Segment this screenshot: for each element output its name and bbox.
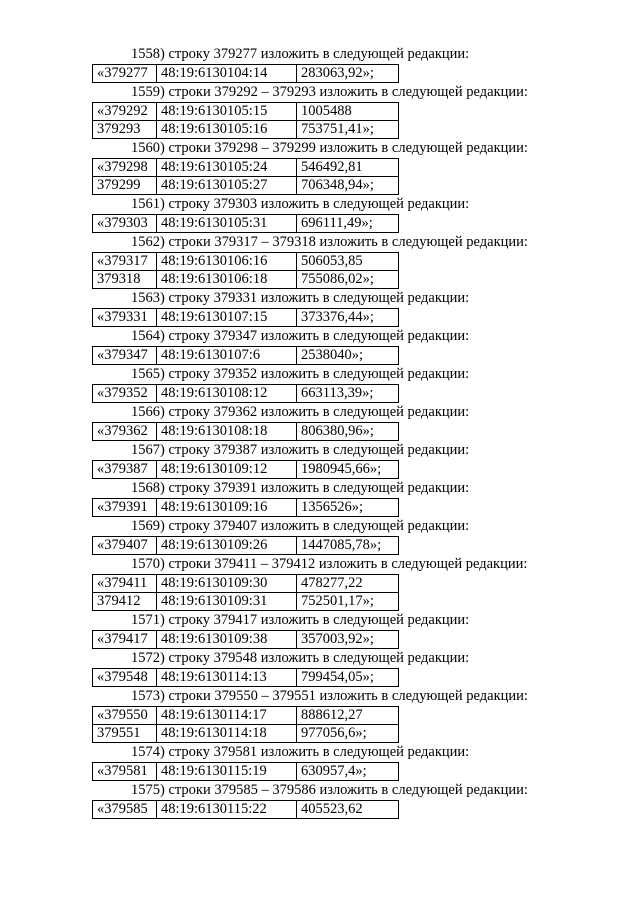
amendment-table (92, 384, 399, 403)
row-number-cell: «379391 (93, 499, 157, 517)
table-row (93, 347, 399, 365)
cadastral-number-cell: 48:19:6130109:31 (157, 593, 297, 611)
amendment-table (92, 422, 399, 441)
cadastral-number-cell: 48:19:6130104:14 (157, 65, 297, 83)
table-row (93, 121, 399, 139)
amendment-table (92, 460, 399, 479)
cadastral-number-cell: 48:19:6130108:18 (157, 423, 297, 441)
value-cell: 1356526»; (297, 499, 399, 517)
amendment-heading: 1566) строку 379362 изложить в следующей редакции: (131, 404, 470, 420)
amendment-heading: 1564) строку 379347 изложить в следующей редакции: (131, 328, 470, 344)
amendment-heading: 1560) строки 379298 – 379299 изложить в следующей редакции: (131, 140, 528, 156)
row-number-cell: 379318 (93, 271, 157, 289)
table-row (93, 103, 399, 121)
row-number-cell: «379411 (93, 575, 157, 593)
value-cell: 663113,39»; (297, 385, 399, 403)
table-row (93, 253, 399, 271)
row-number-cell: «379362 (93, 423, 157, 441)
document-body (92, 45, 552, 819)
row-number-cell: «379331 (93, 309, 157, 327)
value-cell: 1447085,78»; (297, 537, 399, 555)
cadastral-number-cell: 48:19:6130109:12 (157, 461, 297, 479)
amendment-table (92, 346, 399, 365)
amendment-heading: 1558) строку 379277 изложить в следующей редакции: (131, 46, 470, 62)
value-cell: 977056,6»; (297, 725, 399, 743)
amendment-table (92, 800, 399, 819)
row-number-cell: 379551 (93, 725, 157, 743)
cadastral-number-cell: 48:19:6130106:18 (157, 271, 297, 289)
amendment-table (92, 574, 399, 611)
table-row (93, 669, 399, 687)
amendment-table (92, 158, 399, 195)
cadastral-number-cell: 48:19:6130115:19 (157, 763, 297, 781)
table-row (93, 309, 399, 327)
cadastral-number-cell: 48:19:6130105:16 (157, 121, 297, 139)
amendment-heading: 1561) строку 379303 изложить в следующей редакции: (131, 196, 470, 212)
cadastral-number-cell: 48:19:6130109:26 (157, 537, 297, 555)
cadastral-number-cell: 48:19:6130107:6 (157, 347, 297, 365)
cadastral-number-cell: 48:19:6130105:27 (157, 177, 297, 195)
value-cell: 405523,62 (297, 801, 399, 819)
value-cell: 753751,41»; (297, 121, 399, 139)
value-cell: 755086,02»; (297, 271, 399, 289)
table-row (93, 385, 399, 403)
value-cell: 806380,96»; (297, 423, 399, 441)
amendment-heading: 1569) строку 379407 изложить в следующей редакции: (131, 518, 470, 534)
cadastral-number-cell: 48:19:6130109:30 (157, 575, 297, 593)
table-row (93, 461, 399, 479)
row-number-cell: 379299 (93, 177, 157, 195)
cadastral-number-cell: 48:19:6130115:22 (157, 801, 297, 819)
value-cell: 506053,85 (297, 253, 399, 271)
amendment-heading: 1574) строку 379581 изложить в следующей редакции: (131, 744, 470, 760)
amendment-heading: 1570) строки 379411 – 379412 изложить в следующей редакции: (131, 556, 528, 572)
row-number-cell: «379352 (93, 385, 157, 403)
value-cell: 1980945,66»; (297, 461, 399, 479)
table-row (93, 177, 399, 195)
table-row (93, 575, 399, 593)
row-number-cell: «379317 (93, 253, 157, 271)
amendment-table (92, 668, 399, 687)
row-number-cell: «379347 (93, 347, 157, 365)
cadastral-number-cell: 48:19:6130105:24 (157, 159, 297, 177)
value-cell: 1005488 (297, 103, 399, 121)
row-number-cell: «379585 (93, 801, 157, 819)
table-row (93, 801, 399, 819)
cadastral-number-cell: 48:19:6130114:18 (157, 725, 297, 743)
table-row (93, 65, 399, 83)
table-row (93, 763, 399, 781)
value-cell: 799454,05»; (297, 669, 399, 687)
amendment-table (92, 308, 399, 327)
cadastral-number-cell: 48:19:6130107:15 (157, 309, 297, 327)
table-row (93, 725, 399, 743)
value-cell: 283063,92»; (297, 65, 399, 83)
row-number-cell: «379292 (93, 103, 157, 121)
amendment-heading: 1559) строки 379292 – 379293 изложить в следующей редакции: (131, 84, 528, 100)
amendment-heading: 1575) строки 379585 – 379586 изложить в следующей редакции: (131, 782, 528, 798)
value-cell: 630957,4»; (297, 763, 399, 781)
table-row (93, 423, 399, 441)
value-cell: 2538040»; (297, 347, 399, 365)
amendment-table (92, 102, 399, 139)
table-row (93, 499, 399, 517)
row-number-cell: «379298 (93, 159, 157, 177)
cadastral-number-cell: 48:19:6130105:31 (157, 215, 297, 233)
table-row (93, 271, 399, 289)
amendment-table (92, 762, 399, 781)
value-cell: 706348,94»; (297, 177, 399, 195)
cadastral-number-cell: 48:19:6130114:17 (157, 707, 297, 725)
amendment-heading: 1573) строки 379550 – 379551 изложить в следующей редакции: (131, 688, 528, 704)
amendment-heading: 1572) строку 379548 изложить в следующей редакции: (131, 650, 470, 666)
cadastral-number-cell: 48:19:6130106:16 (157, 253, 297, 271)
value-cell: 888612,27 (297, 707, 399, 725)
row-number-cell: «379277 (93, 65, 157, 83)
row-number-cell: «379581 (93, 763, 157, 781)
amendment-table (92, 252, 399, 289)
value-cell: 357003,92»; (297, 631, 399, 649)
row-number-cell: 379412 (93, 593, 157, 611)
row-number-cell: «379407 (93, 537, 157, 555)
row-number-cell: «379387 (93, 461, 157, 479)
amendment-heading: 1562) строки 379317 – 379318 изложить в следующей редакции: (131, 234, 528, 250)
value-cell: 478277,22 (297, 575, 399, 593)
cadastral-number-cell: 48:19:6130109:16 (157, 499, 297, 517)
amendment-table (92, 64, 399, 83)
table-row (93, 593, 399, 611)
amendment-heading: 1565) строку 379352 изложить в следующей редакции: (131, 366, 470, 382)
table-row (93, 707, 399, 725)
table-row (93, 159, 399, 177)
cadastral-number-cell: 48:19:6130108:12 (157, 385, 297, 403)
value-cell: 752501,17»; (297, 593, 399, 611)
table-row (93, 631, 399, 649)
amendment-heading: 1563) строку 379331 изложить в следующей редакции: (131, 290, 470, 306)
amendment-table (92, 214, 399, 233)
row-number-cell: «379550 (93, 707, 157, 725)
amendment-table (92, 630, 399, 649)
table-row (93, 537, 399, 555)
amendment-heading: 1567) строку 379387 изложить в следующей редакции: (131, 442, 470, 458)
row-number-cell: «379548 (93, 669, 157, 687)
row-number-cell: «379417 (93, 631, 157, 649)
row-number-cell: 379293 (93, 121, 157, 139)
amendment-table (92, 536, 399, 555)
amendment-heading: 1568) строку 379391 изложить в следующей редакции: (131, 480, 470, 496)
cadastral-number-cell: 48:19:6130109:38 (157, 631, 297, 649)
cadastral-number-cell: 48:19:6130105:15 (157, 103, 297, 121)
table-row (93, 215, 399, 233)
value-cell: 696111,49»; (297, 215, 399, 233)
amendment-heading: 1571) строку 379417 изложить в следующей редакции: (131, 612, 470, 628)
row-number-cell: «379303 (93, 215, 157, 233)
value-cell: 373376,44»; (297, 309, 399, 327)
amendment-table (92, 706, 399, 743)
cadastral-number-cell: 48:19:6130114:13 (157, 669, 297, 687)
amendment-table (92, 498, 399, 517)
value-cell: 546492,81 (297, 159, 399, 177)
